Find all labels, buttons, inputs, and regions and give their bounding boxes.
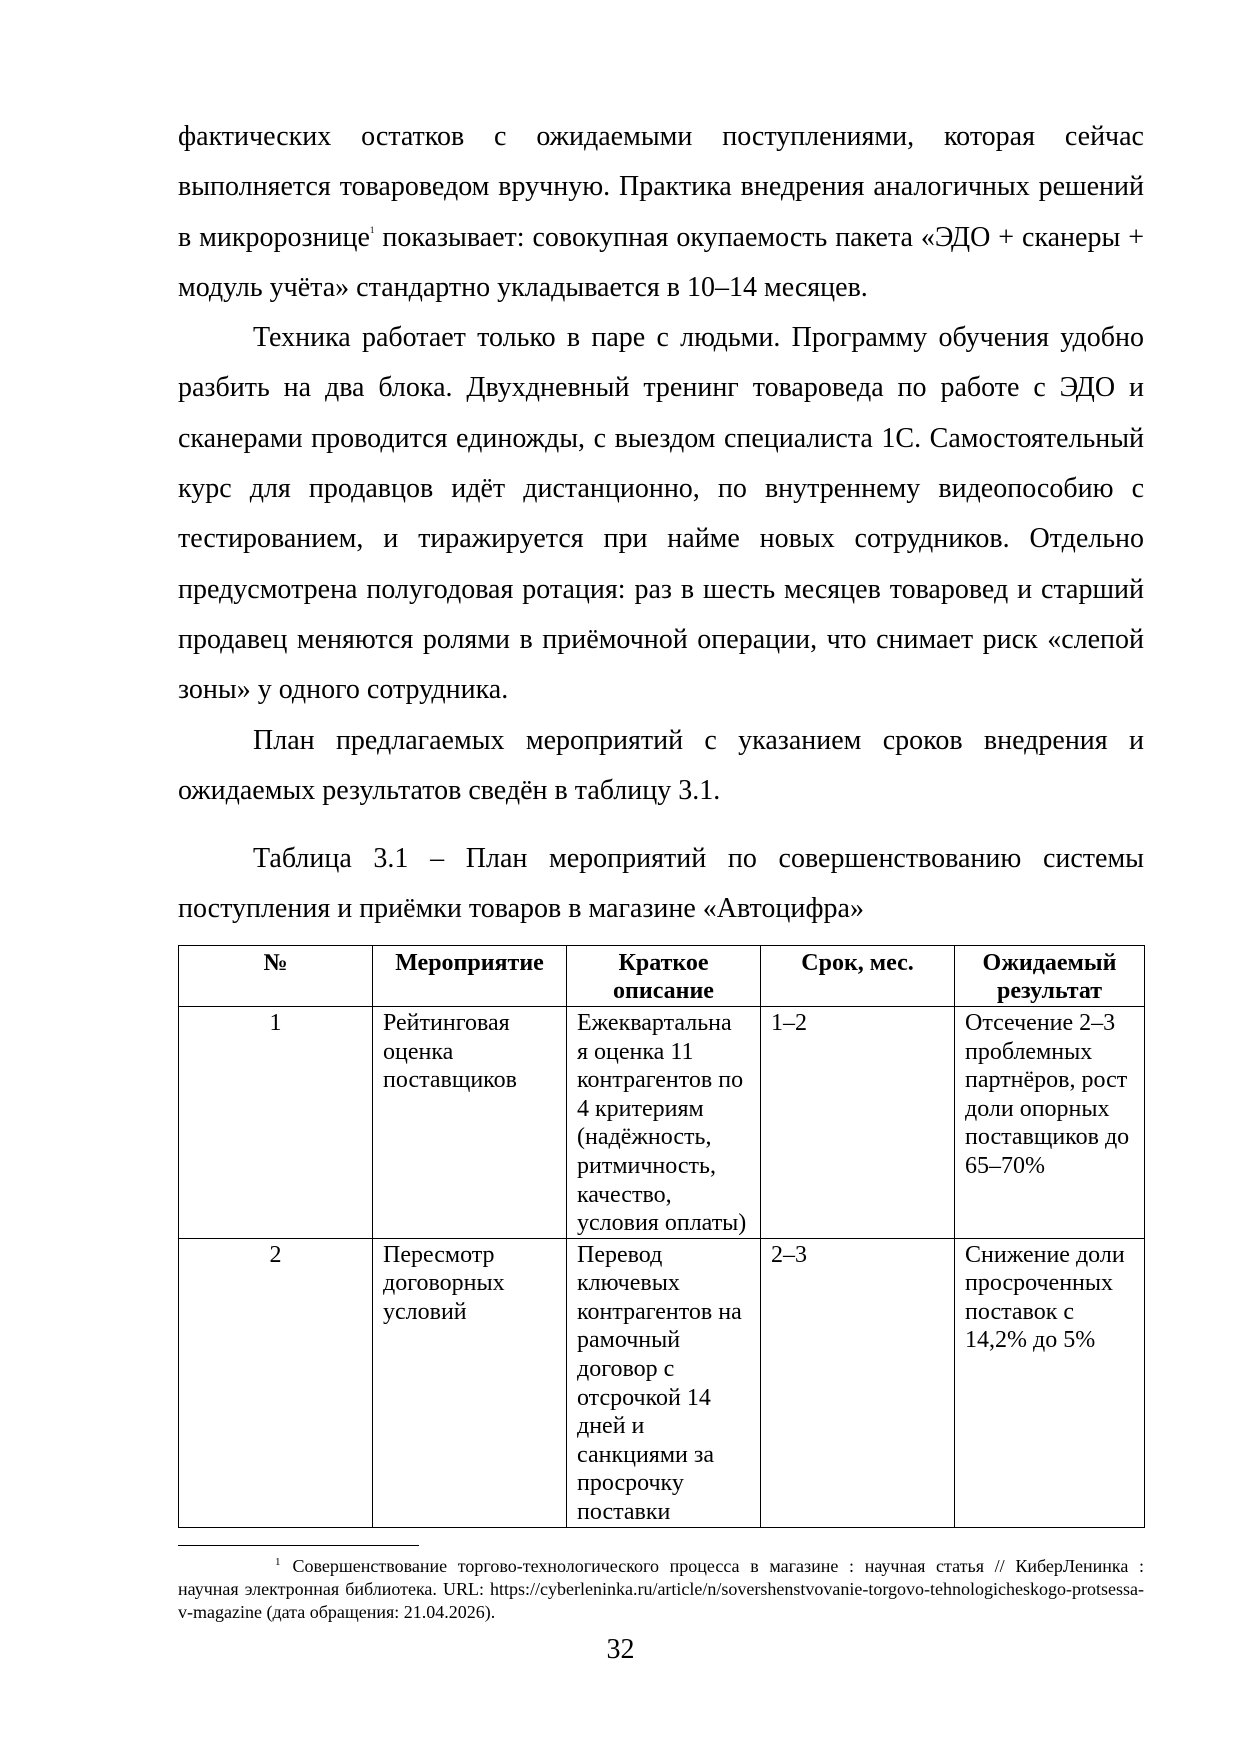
cell-description: Перевод ключевых контрагентов на рамочный договор с отсрочкой 14 дней и санкциями за просрочку поставки	[567, 1238, 761, 1527]
measures-table	[178, 945, 1145, 1528]
footnote-reference[interactable]: 1	[369, 224, 375, 235]
cell-description: Ежеквартальна я оценка 11 контрагентов по 4 критериям (надёжность, ритмичность, качество, условия оплаты)	[567, 1006, 761, 1238]
table-row	[179, 1006, 1145, 1238]
paragraph-training: Техника работает только в паре с людьми. Программу обучения удобно разбить на два блока. Двухдневный тренинг товароведа по работе с ЭДО и сканерами проводится единожды, с выездом специалиста 1С. Самостоятельный курс для продавцов идёт дистанционно, по внутреннему видеопособию с тестированием, и тиражируется при найме новых сотрудников. Отдельно предусмотрена полугодовая ротация: раз в шесть месяцев товаровед и старший продавец меняются ролями в приёмочной операции, что снимает риск «слепой зоны» у одного сотрудника.	[178, 322, 1144, 706]
paragraph-payback-text-start: фактических остатков с ожидаемыми поступлениями, которая сейчас выполняется товароведом вручную. Практика внедрения аналогичных решений в микрорознице	[178, 121, 1144, 253]
cell-result: Снижение доли просроченных поставок с 14,2% до 5%	[955, 1238, 1145, 1527]
footnote-mark: 1	[275, 1556, 281, 1568]
table-row	[179, 1238, 1145, 1527]
cell-result: Отсечение 2–3 проблемных партнёров, рост доли опорных поставщиков до 65–70%	[955, 1006, 1145, 1238]
cell-activity: Рейтинговая оценка поставщиков	[373, 1006, 567, 1238]
cell-number: 1	[179, 1006, 373, 1238]
paragraph-payback-text-end: показывает: совокупная окупаемость пакета «ЭДО + сканеры + модуль учёта» стандартно укладывается в 10–14 месяцев.	[178, 221, 1145, 303]
header-description: Краткое описание	[567, 945, 761, 1006]
footnote-text: Совершенствование торгово-технологического процесса в магазине : научная статья // КиберЛенинка : научная электронная библиотека. URL: https://cyberleninka.ru/article/n/sovershenstvovanie-torgovo-tehnologicheskogo-protsessa-v-magazine (дата обращения: 21.04.2026).	[178, 1556, 1144, 1622]
cell-activity: Пересмотр договорных условий	[373, 1238, 567, 1527]
footnote-separator	[178, 1545, 419, 1546]
header-term: Срок, мес.	[761, 945, 955, 1006]
paragraph-payback	[178, 112, 1144, 313]
header-activity: Мероприятие	[373, 945, 567, 1006]
page-content	[178, 112, 1144, 1528]
cell-number: 2	[179, 1238, 373, 1527]
cell-term: 1–2	[761, 1006, 955, 1238]
header-number: №	[179, 945, 373, 1006]
footnote	[178, 1555, 1144, 1624]
paragraph-plan-intro: План предлагаемых мероприятий с указанием сроков внедрения и ожидаемых результатов сведён в таблицу 3.1.	[178, 724, 1144, 806]
page-number: 32	[606, 1634, 635, 1665]
header-result: Ожидаемый результат	[955, 945, 1145, 1006]
table-header-row	[179, 945, 1145, 1006]
cell-term: 2–3	[761, 1238, 955, 1527]
table-caption: Таблица 3.1 – План мероприятий по совершенствованию системы поступления и приёмки товаров в магазине «Автоцифра»	[178, 843, 1144, 925]
